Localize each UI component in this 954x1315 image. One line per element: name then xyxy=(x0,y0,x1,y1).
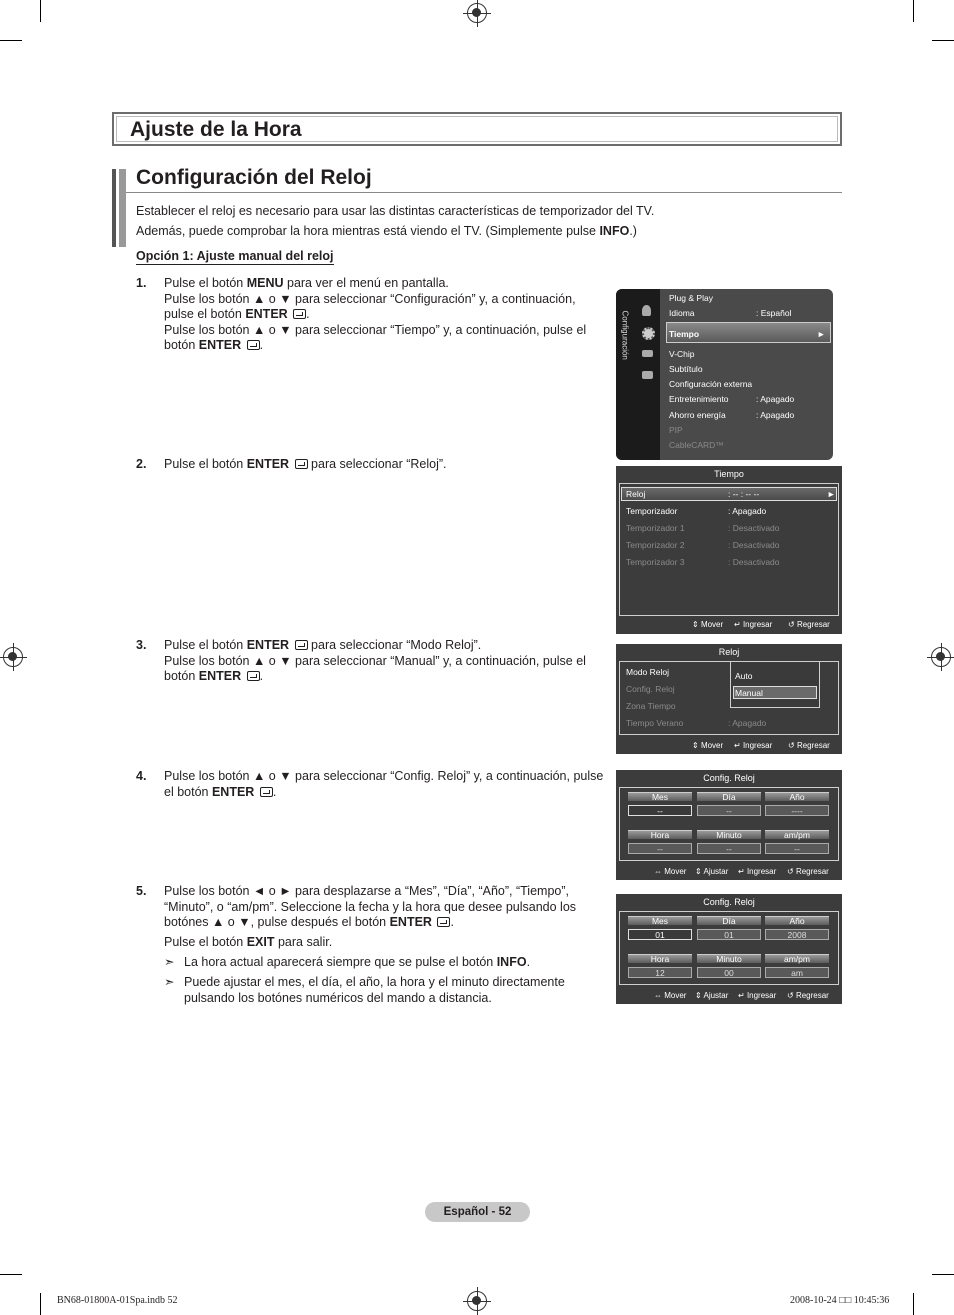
step-5-text: Pulse los botón ◄ o ► para desplazarse a “Mes”, “Día”, “Año”, “Tiempo”, “Minuto”, o “am/pm”. Seleccione la fecha y la hora que desee pulsando los botónes ▲ o ▼, pulse después el botón ENTER . xyxy=(164,884,577,929)
step-number: 1. xyxy=(136,276,147,290)
menu-item-value: : Apagado xyxy=(756,394,795,404)
footer-move: ⇔ Mover xyxy=(654,867,687,876)
footer-enter: ↵ Ingresar xyxy=(738,867,777,876)
enter-icon xyxy=(247,340,260,350)
menu-item-value: : Desactivado xyxy=(728,523,780,533)
section-rule xyxy=(126,192,842,193)
month-field[interactable]: -- xyxy=(628,805,692,816)
section-title: Configuración del Reloj xyxy=(136,166,372,189)
tv-setup-menu-screen xyxy=(616,289,833,460)
field-label: Año xyxy=(765,916,829,925)
day-field[interactable]: 01 xyxy=(697,929,761,940)
page-title-box xyxy=(112,112,842,146)
year-field[interactable]: ---- xyxy=(765,805,829,816)
field-label: Mes xyxy=(628,916,692,925)
menu-item[interactable]: Ahorro energía xyxy=(669,410,726,420)
footer-back: ↺ Regresar xyxy=(788,741,830,750)
menu-item-value: : Español xyxy=(756,308,792,318)
menu-sidebar xyxy=(616,289,660,460)
menu-item: Temporizador 3 xyxy=(626,557,685,567)
enter-icon xyxy=(293,309,306,319)
step-2-text: Pulse el botón ENTER para seleccionar “Reloj”. xyxy=(164,457,447,471)
menu-item: Temporizador 1 xyxy=(626,523,685,533)
menu-item-value: : Apagado xyxy=(756,410,795,420)
tv-config-reloj-filled-screen xyxy=(616,894,842,1004)
arrow-right-icon: ► xyxy=(827,489,836,499)
menu-item-value: : Desactivado xyxy=(728,557,780,567)
footer-adjust: ⇕ Ajustar xyxy=(695,867,729,876)
footer-back: ↺ Regresar xyxy=(788,620,830,629)
tv-tiempo-screen xyxy=(616,466,842,634)
menu-item[interactable]: Configuración externa xyxy=(669,379,753,389)
enter-icon xyxy=(295,459,308,469)
footer-move: ⇕ Mover xyxy=(692,620,724,629)
footer-adjust: ⇕ Ajustar xyxy=(695,991,729,1000)
menu-item[interactable]: Temporizador xyxy=(626,506,678,516)
field-label: Hora xyxy=(628,954,692,963)
registration-mark-icon xyxy=(3,647,23,667)
tv-reloj-screen xyxy=(616,644,842,754)
note-2: ➣ Puede ajustar el mes, el día, el año, la hora y el minuto directamente pulsando los botónes numéricos del mando a distancia. xyxy=(164,975,565,1005)
registration-mark-icon xyxy=(931,647,951,667)
menu-item[interactable]: Plug & Play xyxy=(669,293,713,303)
footer-enter: ↵ Ingresar xyxy=(738,991,777,1000)
menu-item[interactable]: Entretenimiento xyxy=(669,394,729,404)
step-5-exit-text: Pulse el botón EXIT para salir. xyxy=(164,935,333,949)
field-label: Hora xyxy=(628,830,692,839)
field-label: Día xyxy=(697,792,761,801)
section-bar xyxy=(119,169,126,247)
field-label: am/pm xyxy=(765,954,829,963)
footer-move: ⇔ Mover xyxy=(654,991,687,1000)
menu-item: Config. Reloj xyxy=(626,684,675,694)
step-number: 5. xyxy=(136,884,147,898)
picture-icon xyxy=(642,305,651,316)
option-auto[interactable]: Auto xyxy=(735,671,753,681)
ampm-field[interactable]: am xyxy=(765,967,829,978)
menu-item: Zona Tiempo xyxy=(626,701,676,711)
step-number: 2. xyxy=(136,457,147,471)
menu-item[interactable]: Subtítulo xyxy=(669,364,703,374)
gear-icon xyxy=(642,327,655,340)
option-manual[interactable]: Manual xyxy=(735,688,763,698)
hour-field[interactable]: -- xyxy=(628,843,692,854)
screen-title: Reloj xyxy=(718,647,740,657)
hour-field[interactable]: 12 xyxy=(628,967,692,978)
minute-field[interactable]: -- xyxy=(697,843,761,854)
menu-item-modo-reloj[interactable]: Modo Reloj xyxy=(626,667,669,677)
channel-icon xyxy=(642,350,653,357)
month-field[interactable]: 01 xyxy=(628,929,692,940)
footer-back: ↺ Regresar xyxy=(787,867,829,876)
footer-enter: ↵ Ingresar xyxy=(734,741,773,750)
step-4-text: Pulse los botón ▲ o ▼ para seleccionar “Config. Reloj” y, a continuación, pulse el botón ENTER . xyxy=(164,769,604,799)
enter-icon xyxy=(437,917,450,927)
footer-move: ⇕ Mover xyxy=(692,741,724,750)
option-popup xyxy=(730,661,820,708)
field-label: Año xyxy=(765,792,829,801)
page-title: Ajuste de la Hora xyxy=(130,118,302,141)
menu-item-reloj[interactable]: Reloj xyxy=(626,489,646,499)
arrow-right-icon: ► xyxy=(817,329,826,339)
field-label: Minuto xyxy=(697,830,761,839)
note-1: ➣ La hora actual aparecerá siempre que se pulse el botón INFO. xyxy=(164,955,531,969)
registration-mark-icon xyxy=(467,1291,487,1311)
input-icon xyxy=(642,371,653,379)
minute-field[interactable]: 00 xyxy=(697,967,761,978)
menu-item-value: : -- : -- -- xyxy=(728,489,760,499)
step-number: 4. xyxy=(136,769,147,783)
day-field[interactable]: -- xyxy=(697,805,761,816)
menu-item[interactable]: V-Chip xyxy=(669,349,695,359)
menu-item-tiempo[interactable]: Tiempo xyxy=(669,329,700,339)
step-1-text: Pulse el botón MENU para ver el menú en pantalla. Pulse los botón ▲ o ▼ para seleccionar “Configuración” y, a continuación, pulse el botón ENTER . Pulse los botón ▲ o ▼ para seleccionar “Tiempo” y, a continuación, pulse el botón ENTER . xyxy=(164,276,587,352)
slug-date: 2008-10-24 □□ 10:45:36 xyxy=(790,1295,890,1306)
menu-item: Tiempo Verano xyxy=(626,718,684,728)
menu-item[interactable]: Idioma xyxy=(669,308,695,318)
note-arrow-icon: ➣ xyxy=(164,955,175,969)
footer-back: ↺ Regresar xyxy=(787,991,829,1000)
step-3-text: Pulse el botón ENTER para seleccionar “Modo Reloj”. Pulse los botón ▲ o ▼ para seleccionar “Manual” y, a continuación, pulse el botón ENTER . xyxy=(164,638,586,683)
ampm-field[interactable]: -- xyxy=(765,843,829,854)
intro-line-1: Establecer el reloj es necesario para usar las distintas características de temporizador del TV. xyxy=(136,204,655,218)
footer-enter: ↵ Ingresar xyxy=(734,620,773,629)
page-number: Español - 52 xyxy=(425,1202,530,1222)
note-arrow-icon: ➣ xyxy=(164,975,175,989)
menu-item: Temporizador 2 xyxy=(626,540,685,550)
field-label: Mes xyxy=(628,792,692,801)
step-number: 3. xyxy=(136,638,147,652)
tv-config-reloj-screen xyxy=(616,770,842,880)
screen-title: Tiempo xyxy=(714,469,744,479)
option-heading: Opción 1: Ajuste manual del reloj xyxy=(136,249,334,263)
menu-side-label: Configuración xyxy=(620,310,630,360)
slug-file: BN68-01800A-01Spa.indb 52 xyxy=(57,1295,178,1306)
field-label: am/pm xyxy=(765,830,829,839)
section-bar xyxy=(112,169,116,247)
menu-item-value: : Apagado xyxy=(728,718,767,728)
menu-item-value: : Desactivado xyxy=(728,540,780,550)
menu-item: PIP xyxy=(669,425,683,435)
intro-line-2: Además, puede comprobar la hora mientras está viendo el TV. (Simplemente pulse INFO.) xyxy=(136,224,637,238)
screen-title: Config. Reloj xyxy=(703,773,755,783)
enter-icon xyxy=(247,671,260,681)
menu-item: CableCARD™ xyxy=(669,440,724,450)
field-label: Minuto xyxy=(697,954,761,963)
enter-icon xyxy=(295,640,308,650)
screen-title: Config. Reloj xyxy=(703,897,755,907)
menu-item-value: : Apagado xyxy=(728,506,767,516)
field-label: Día xyxy=(697,916,761,925)
registration-mark-icon xyxy=(467,3,487,23)
year-field[interactable]: 2008 xyxy=(765,929,829,940)
enter-icon xyxy=(260,787,273,797)
